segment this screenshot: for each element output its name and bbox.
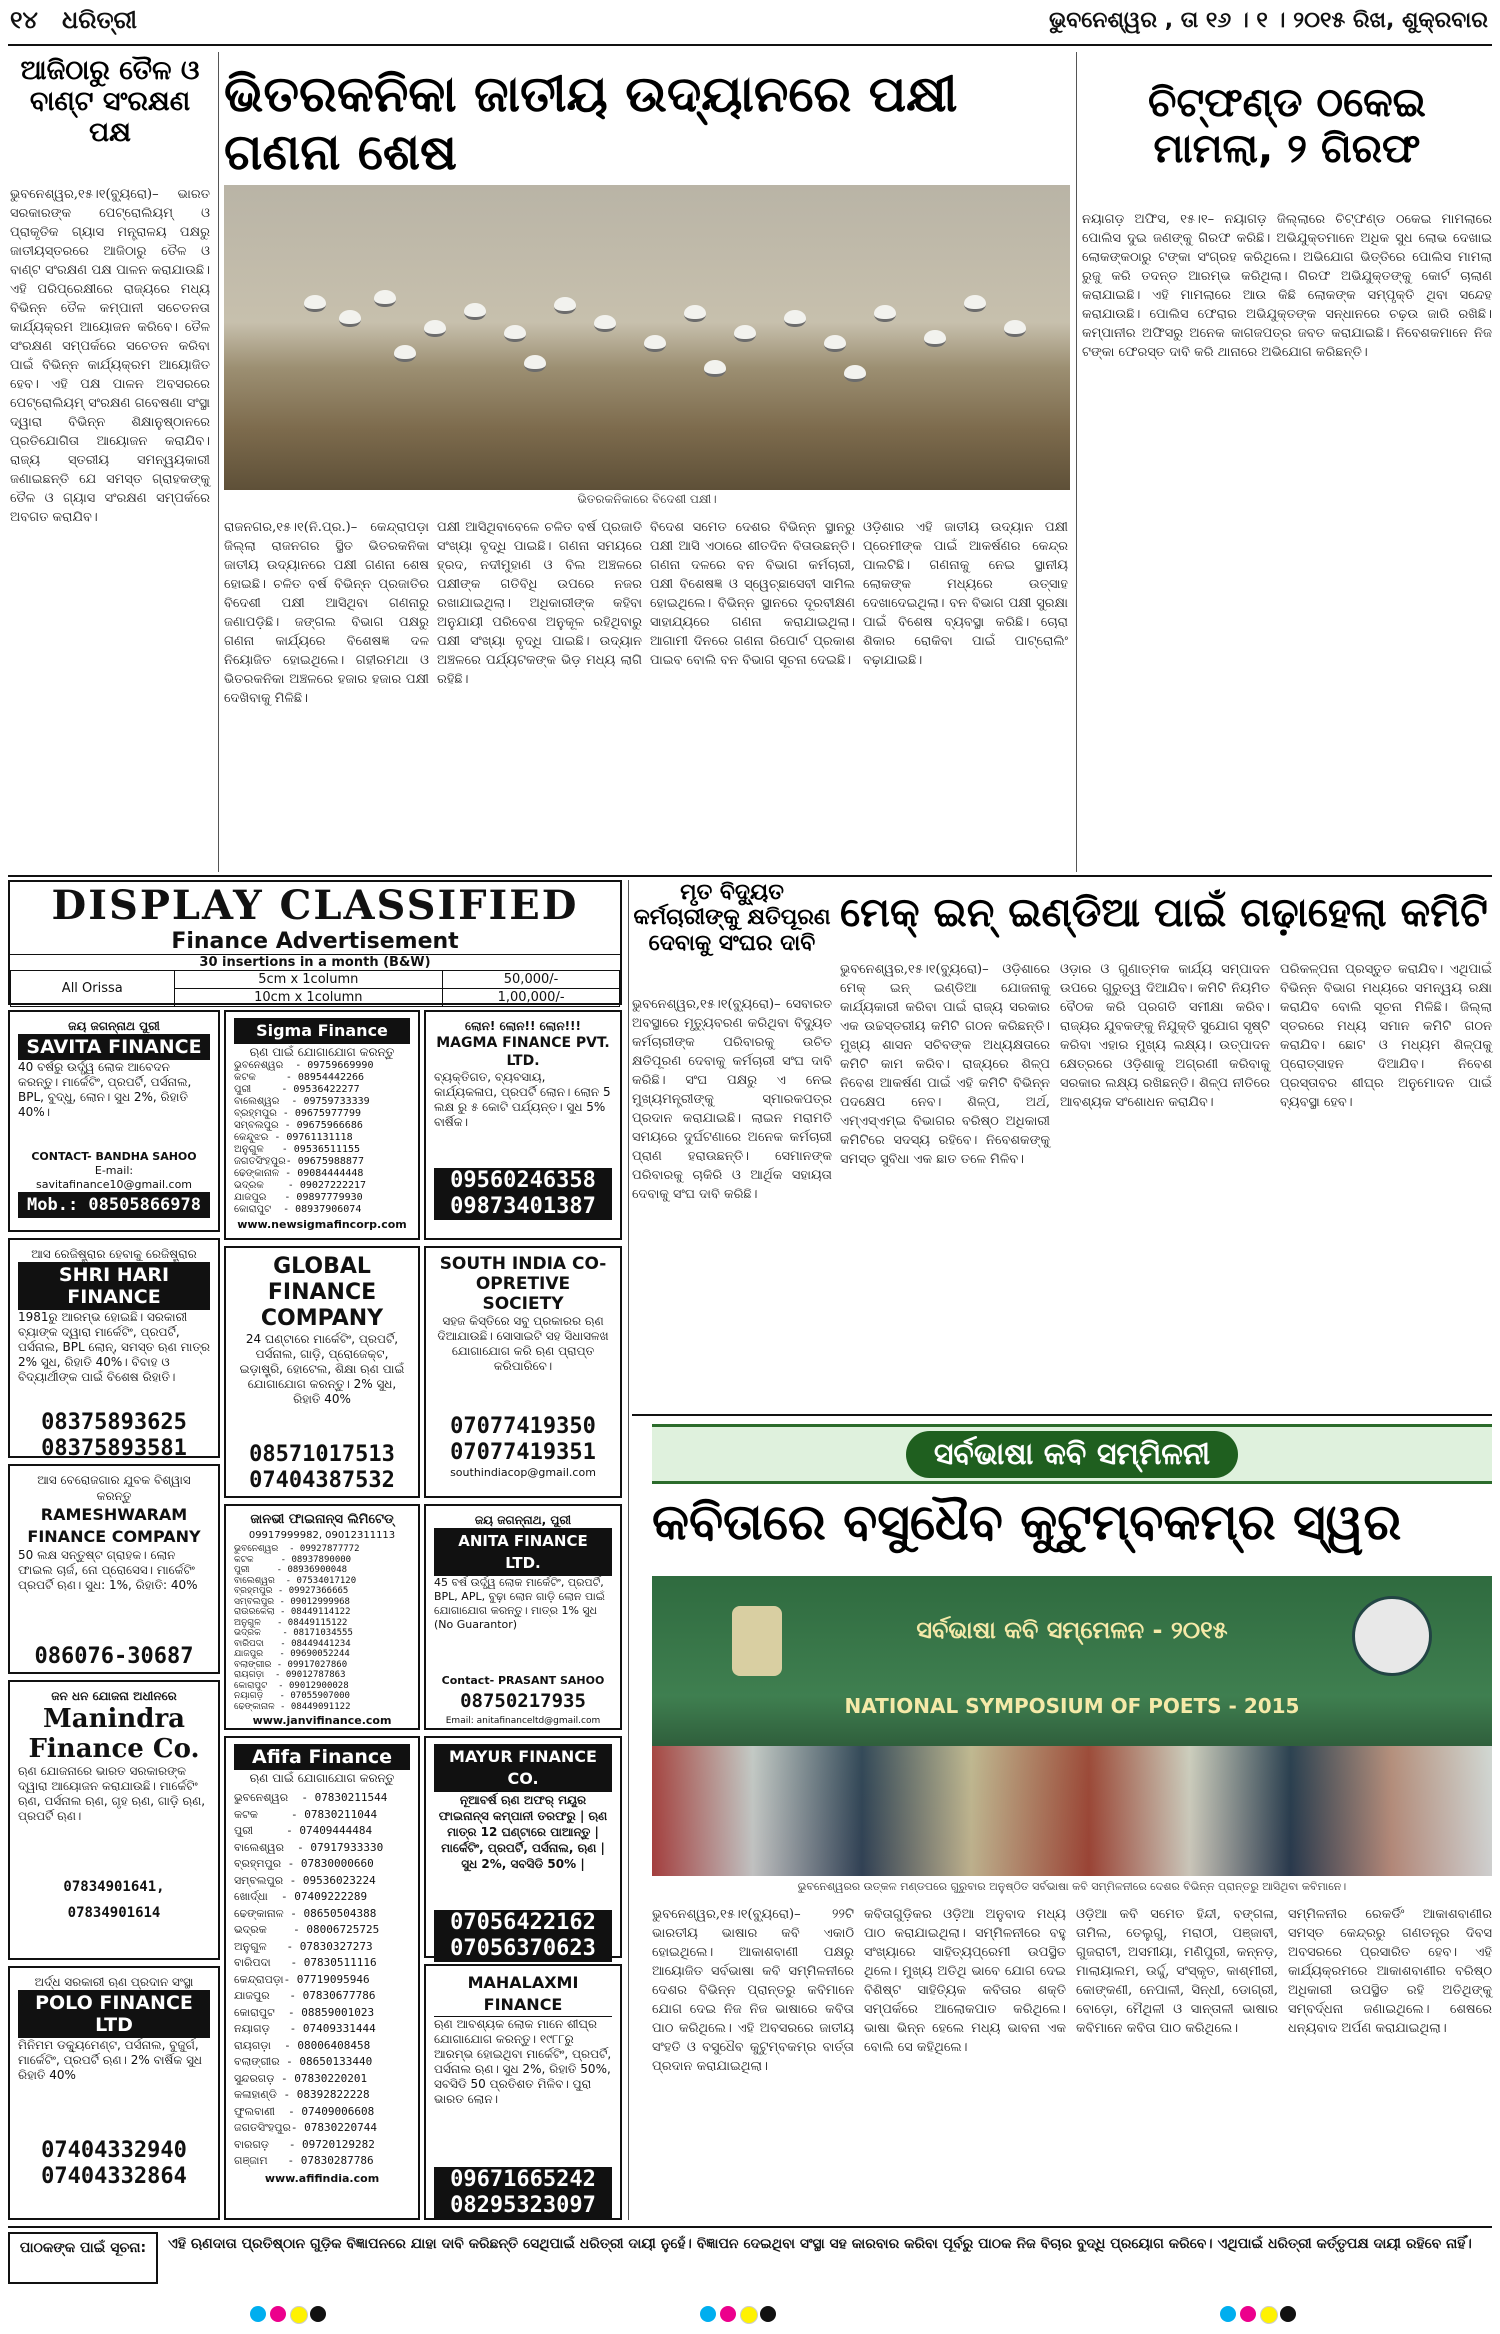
col-rule	[218, 52, 219, 872]
ad-savita-finance	[8, 1010, 220, 1232]
make-in-india-col2: ଓଡ଼ାର ଓ ଗୁଣାତ୍ମକ କାର୍ଯ୍ୟ ସମ୍ପାଦନ ଉପରେ ଗୁରୁତ୍ୱ ଦିଆଯିବ। କମିଟି ନିୟମିତ ବୈଠକ କରି ପ୍ରଗତି ସମୀକ୍ଷା କରିବ। ରାଜ୍ୟର ଯୁବକଙ୍କୁ ନିଯୁକ୍ତି ସୁଯୋଗ ସୃଷ୍ଟି କରିବା ଏହାର ମୁଖ୍ୟ ଲକ୍ଷ୍ୟ। ଉତ୍ପାଦନ କ୍ଷେତ୍ରରେ ଓଡ଼ିଶାକୁ ଅଗ୍ରଣୀ କରିବାକୁ ସରକାର ଲକ୍ଷ୍ୟ ରଖିଛନ୍ତି। ଶିଳ୍ପ ନୀତିରେ ଆବଶ୍ୟକ ସଂଶୋଧନ କରାଯିବ।	[1060, 962, 1275, 1110]
ad-phone: 08750217935	[460, 1690, 586, 1712]
list-item: ଅନୁଗୁଳ - 09536511155	[234, 1144, 361, 1155]
ad-title: SHRI HARI FINANCE	[18, 1262, 210, 1310]
chitfund-body: ନୟାଗଡ଼ ଅଫିସ, ୧୫।୧– ନୟାଗଡ଼ ଜିଲ୍ଲାରେ ଚିଟ୍‌ଫଣ୍ଡ ଠକେଇ ମାମଲାରେ ପୋଲିସ ଦୁଇ ଜଣଙ୍କୁ ଗିରଫ କରିଛି। ଅଭିଯୁକ୍ତମାନେ ଅଧିକ ସୁଧ ଲୋଭ ଦେଖାଇ ଲୋକଙ୍କଠାରୁ ଟଙ୍କା ସଂଗ୍ରହ କରିଥିଲେ। ଅଭିଯୋଗ ଭିତ୍ତିରେ ପୋଲିସ ମାମଲା ରୁଜୁ କରି ତଦନ୍ତ ଆରମ୍ଭ କରିଥିଲା। ଗିରଫ ଅଭିଯୁକ୍ତଙ୍କୁ କୋର୍ଟ ଚାଲାଣ କରାଯାଇଛି। ଏହି ମାମଲାରେ ଆଉ କିଛି ଲୋକଙ୍କ ସମ୍ପୃକ୍ତି ଥିବା ସନ୍ଦେହ କରାଯାଉଛି। ପୋଲିସ ଫେରାର ଅଭିଯୁକ୍ତଙ୍କ ସନ୍ଧାନରେ ଚଢ଼ଉ ଜାରି ରଖିଛି। କମ୍ପାନୀର ଅଫିସରୁ ଅନେକ କାଗଜପତ୍ର ଜବତ କରାଯାଇଛି। ନିବେଶକମାନେ ନିଜ ଟଙ୍କା ଫେରସ୍ତ ଦାବି କରି ଥାନାରେ ଅଭିଯୋଗ କରିଛନ୍ତି।	[1082, 212, 1497, 360]
list-item: ଜଗତସିଂହପୁର- 09675988877	[234, 1156, 364, 1167]
list-item: ବ୍ରହ୍ମପୁର - 07830000660	[234, 1857, 374, 1870]
ad-phone: 09671665242	[434, 2167, 612, 2193]
ad-tagline: ଋଣ ପାଇଁ ଯୋଗାଯୋଗ କରନ୍ତୁ	[249, 1045, 395, 1059]
list-item: ପୁରୀ - 08936900048	[234, 1565, 348, 1575]
list-item: ଢେଙ୍କାନାଳ - 09084444448	[234, 1168, 364, 1179]
mid-article-body: ଭୁବନେଶ୍ୱର,୧୫।୧(ବ୍ୟୁରୋ)– ସେବାରତ ଅବସ୍ଥାରେ ମୃତ୍ୟୁବରଣ କରିଥିବା ବିଦ୍ୟୁତ କର୍ମଚାରୀଙ୍କ ପରିବାରକୁ ଉଚିତ କ୍ଷତିପୂରଣ ଦେବାକୁ କର୍ମଚାରୀ ସଂଘ ଦାବି କରିଛି। ସଂଘ ପକ୍ଷରୁ ଏ ନେଇ ମୁଖ୍ୟମନ୍ତ୍ରୀଙ୍କୁ ସ୍ମାରକପତ୍ର ପ୍ରଦାନ କରାଯାଇଛି। ଲାଇନ ମରାମତି ସମୟରେ ଦୁର୍ଘଟଣାରେ ଅନେକ କର୍ମଚାରୀ ପ୍ରାଣ ହରାଉଛନ୍ତି। ସେମାନଙ୍କ ପରିବାରକୁ ଚାକିରି ଓ ଆର୍ଥିକ ସହାୟତା ଦେବାକୁ ସଂଘ ଦାବି କରିଛି।	[632, 997, 837, 1202]
ad-body: ଋଣ ଯୋଜନାରେ ଭାରତ ସରକାରଙ୍କ ଦ୍ୱାରା ଆୟୋଜନ କରାଯାଉଛି। ମାର୍କେଟିଂ ଋଣ, ପର୍ସନାଲ ଋଣ, ଗୃହ ଋଣ, ଗାଡ଼ି ଋଣ, ପ୍ରପର୍ଟି ଋଣ।	[18, 1764, 206, 1823]
ad-contact: Contact- PRASANT SAHOO	[441, 1674, 605, 1687]
ad-tagline: ଆସ ରେଜିଷ୍ଟ୍ରାର ହେବାକୁ ରେଜିଷ୍ଟ୍ରାର	[31, 1247, 197, 1261]
poets-banner-label: ସର୍ବଭାଷା କବି ସମ୍ମିଳନୀ	[906, 1431, 1238, 1478]
ad-anita-finance	[424, 1504, 622, 1730]
reg-mark-magenta	[270, 2306, 286, 2322]
birds-photo	[224, 185, 1070, 490]
audience-row	[652, 1746, 1492, 1876]
ad-body: ମିନିମମ ଡକ୍ୟୁମେଣ୍ଟ, ପର୍ସନାଲ, ବୁଜୁର୍ଗ, ମାର୍କେଟିଂ, ପ୍ରପର୍ଟି ଋଣ। 2% ବାର୍ଷିକ ସୁଧ ରିହାତି 40%	[18, 2038, 203, 2082]
ad-title: POLO FINANCE LTD	[18, 1990, 210, 2038]
reg-mark-yellow	[1260, 2306, 1278, 2324]
ad-tagline: ଅର୍ଦ୍ଧ ସରକାରୀ ଋଣ ପ୍ରଦାନ ସଂସ୍ଥା	[34, 1975, 194, 1989]
poets-col2: କବିତାଗୁଡ଼ିକର ଓଡ଼ିଆ ଅନୁବାଦ ମଧ୍ୟ ପାଠ କରାଯାଇଥିଲା। ସମ୍ମିଳନୀରେ ବହୁ ସଂଖ୍ୟାରେ ସାହିତ୍ୟପ୍ରେମୀ ଉପସ୍ଥିତ ଥିଲେ। ମୁଖ୍ୟ ଅତିଥି ଭାବେ ଯୋଗ ଦେଇ ବିଶିଷ୍ଟ ସାହିତ୍ୟିକ କବିତାର ଶକ୍ତି ସମ୍ପର୍କରେ ଆଲୋକପାତ କରିଥିଲେ। ଭାଷା ଭିନ୍ନ ହେଲେ ମଧ୍ୟ ଭାବନା ଏକ ବୋଲି ସେ କହିଥିଲେ।	[864, 1907, 1071, 2055]
footer-rule	[8, 2226, 1492, 2228]
ad-email: southindiacop@gmail.com	[450, 1466, 596, 1479]
list-item: ବଲାଙ୍ଗୀର - 09917027860	[234, 1659, 348, 1670]
list-item: ବାଲେଶ୍ୱର - 09759733339	[234, 1096, 370, 1107]
list-item: ଭୁବନେଶ୍ୱର - 07830211544	[234, 1791, 388, 1804]
lead-article-col3: ବିଦେଶ ସମେତ ଦେଶର ବିଭିନ୍ନ ସ୍ଥାନରୁ ପକ୍ଷୀ ଆସି ଏଠାରେ ଶୀତଦିନ ବିତାଉଛନ୍ତି। ଗଣନା ଦଳରେ ବନ ବିଭାଗ କର୍ମଚାରୀ, ପକ୍ଷୀ ବିଶେଷଜ୍ଞ ଓ ସ୍ୱେଚ୍ଛାସେବୀ ସାମିଲ ହୋଇଥିଲେ। ବିଭିନ୍ନ ସ୍ଥାନରେ ଦୂରବୀକ୍ଷଣ ସାହାଯ୍ୟରେ ଗଣନା କରାଯାଇଥିଲା। ଆଗାମୀ ଦିନରେ ଗଣନା ରିପୋର୍ଟ ପ୍ରକାଶ ପାଇବ ବୋଲି ବନ ବିଭାଗ ସୂଚନା ଦେଇଛି।	[650, 520, 860, 668]
ad-tagline: ଆସ ବେରୋଜଗାର ଯୁବକ ବିଶ୍ୱାସ କରନ୍ତୁ	[37, 1473, 191, 1503]
lead-article-col1: ରାଜନଗର,୧୫।୧(ନି.ପ୍ର.)– କେନ୍ଦ୍ରାପଡ଼ା ଜିଲ୍ଲା ରାଜନଗର ସ୍ଥିତ ଭିତରକନିକା ଜାତୀୟ ଉଦ୍ୟାନରେ ପକ୍ଷୀ ଗଣନା ଶେଷ ହୋଇଛି। ଚଳିତ ବର୍ଷ ବିଭିନ୍ନ ପ୍ରଜାତିର ବିଦେଶୀ ପକ୍ଷୀ ଆସିଥିବା ଗଣନାରୁ ଜଣାପଡ଼ିଛି। ଜଙ୍ଗଲ ବିଭାଗ ପକ୍ଷରୁ ଗଣନା କାର୍ଯ୍ୟରେ ବିଶେଷଜ୍ଞ ଦଳ ନିୟୋଜିତ ହୋଇଥିଲେ। ଗହୀରମଥା ଓ ଭିତରକନିକା ଅଞ୍ଚଳରେ ହଜାର ହଜାର ପକ୍ଷୀ ଦେଖିବାକୁ ମିଳିଛି।	[224, 520, 434, 706]
list-item: କୋରାପୁଟ - 08859001023	[234, 2005, 375, 2019]
ad-website: www.newsigmafincorp.com	[237, 1218, 407, 1231]
classified-rate-table	[10, 970, 620, 1007]
ad-phone: 08375893581	[41, 1436, 187, 1461]
classified-region: All Orissa	[11, 971, 175, 1007]
list-item: ବାରିପଦା - 08449441234	[234, 1638, 351, 1649]
ad-janvi-finance	[224, 1504, 420, 1730]
list-item: ପୁରୀ - 09536422277	[234, 1084, 360, 1095]
list-item: ବାରଗଡ଼ - 09720129282	[234, 2137, 375, 2151]
list-item: ଭଦ୍ରକ - 08006725725	[234, 1923, 380, 1936]
left-article-body: ଭୁବନେଶ୍ୱର,୧୫।୧(ବ୍ୟୁରୋ)– ଭାରତ ସରକାରଙ୍କ ପେଟ୍ରୋଲିୟମ୍ ଓ ପ୍ରାକୃତିକ ଗ୍ୟାସ ମନ୍ତ୍ରାଳୟ ପକ୍ଷରୁ ଜାତୀୟସ୍ତରରେ ଆଜିଠାରୁ ତୈଳ ଓ ବାଣ୍ଟ ସଂରକ୍ଷଣ ପକ୍ଷ ପାଳନ କରାଯାଉଛି। ଏହି ପରିପ୍ରେକ୍ଷୀରେ ରାଜ୍ୟରେ ମଧ୍ୟ ବିଭିନ୍ନ ତୈଳ କମ୍ପାନୀ ସଚେତନତା କାର୍ଯ୍ୟକ୍ରମ ଆୟୋଜନ କରିବେ। ତୈଳ ସଂରକ୍ଷଣ ସମ୍ପର୍କରେ ସଚେତନ କରିବା ପାଇଁ ବିଭିନ୍ନ କାର୍ଯ୍ୟକ୍ରମ ଆୟୋଜିତ ହେବ। ଏହି ପକ୍ଷ ପାଳନ ଅବସରରେ ପେଟ୍ରୋଲିୟମ୍ ସଂରକ୍ଷଣ ଗବେଷଣା ସଂସ୍ଥା ଦ୍ୱାରା ବିଭିନ୍ନ ଶିକ୍ଷାନୁଷ୍ଠାନରେ ପ୍ରତିଯୋଗିତା ଆୟୋଜନ କରାଯିବ। ରାଜ୍ୟ ସ୍ତରୀୟ ସମନ୍ୱୟକାରୀ ଜଣାଇଛନ୍ତି ଯେ ସମସ୍ତ ଗ୍ରାହକଙ୍କୁ ତୈଳ ଓ ଗ୍ୟାସ ସଂରକ୍ଷଣ ସମ୍ପର୍କରେ ଅବଗତ କରାଯିବ।	[10, 187, 215, 525]
lead-article-headline: ଭିତରକନିକା ଜାତୀୟ ଉଦ୍ୟାନରେ ପକ୍ଷୀ ଗଣନା ଶେଷ	[224, 65, 958, 181]
footer-notice-label: ପାଠକଙ୍କ ପାଇଁ ସୂଚନା:	[8, 2232, 158, 2284]
masthead	[0, 0, 1500, 44]
paper-name: ଧରିତ୍ରୀ	[62, 6, 137, 34]
poets-col4: ସମ୍ମିଳନୀର ରେକର୍ଡିଂ ଆକାଶବାଣୀର ସମସ୍ତ କେନ୍ଦ୍ରରୁ ଗଣତନ୍ତ୍ର ଦିବସ ଅବସରରେ ପ୍ରସାରିତ ହେବ। ଏହି କାର୍ଯ୍ୟକ୍ରମରେ ଆକାଶବାଣୀର ବରିଷ୍ଠ ଅଧିକାରୀ ଉପସ୍ଥିତ ରହି ଅତିଥିଙ୍କୁ ସମ୍ବର୍ଦ୍ଧନା ଜଣାଇଥିଲେ। ଶେଷରେ ଧନ୍ୟବାଦ ଅର୍ପଣ କରାଯାଇଥିଲା।	[1288, 1907, 1497, 2036]
list-item: ଢେଙ୍କାନାଳ - 08449091122	[234, 1701, 351, 1712]
ad-phone: 07077419351	[450, 1440, 596, 1465]
ad-magma-finance	[424, 1010, 622, 1240]
make-in-india-col3: ପରିକଳ୍ପନା ପ୍ରସ୍ତୁତ କରାଯିବ। ଏଥିପାଇଁ ବିଭିନ୍ନ ବିଭାଗ ମଧ୍ୟରେ ସମନ୍ୱୟ ରକ୍ଷା କରାଯିବ ବୋଲି ସୂଚନା ମିଳିଛି। ଜିଲ୍ଲା ସ୍ତରରେ ମଧ୍ୟ ସମାନ କମିଟି ଗଠନ କରାଯିବ। ଛୋଟ ଓ ମଧ୍ୟମ ଶିଳ୍ପକୁ ପ୍ରୋତ୍ସାହନ ଦିଆଯିବ। ନିବେଶ ପ୍ରସ୍ତାବର ଶୀଘ୍ର ଅନୁମୋଦନ ପାଇଁ ବ୍ୟବସ୍ଥା ହେବ।	[1280, 962, 1497, 1110]
poets-photo	[652, 1576, 1492, 1876]
ad-mayur-finance	[424, 1736, 622, 1961]
list-item: କଟକ - 07830211044	[234, 1807, 378, 1821]
list-item: ଢେଙ୍କାନାଳ - 08650504388	[234, 1906, 377, 1920]
ad-phone: Mob.: 08505866978	[18, 1192, 210, 1218]
list-item: ରାଉରକେଲା - 08449114122	[234, 1607, 351, 1617]
ad-manindra-finance	[8, 1680, 220, 1960]
footer-notice-text: ଏହି ଋଣଦାତା ପ୍ରତିଷ୍ଠାନ ଗୁଡ଼ିକ ବିଜ୍ଞାପନରେ ଯାହା ଦାବି କରିଛନ୍ତି ସେଥିପାଇଁ ଧରିତ୍ରୀ ଦାୟୀ ନୁହେଁ। ବିଜ୍ଞାପନ ଦେଇଥିବା ସଂସ୍ଥା ସହ କାରବାର କରିବା ପୂର୍ବରୁ ପାଠକ ନିଜ ବିଚାର ବୁଦ୍ଧି ପ୍ରୟୋଗ କରିବେ। ଏଥିପାଇଁ ଧରିତ୍ରୀ କର୍ତ୍ତୃପକ୍ଷ ଦାୟୀ ରହିବେ ନାହିଁ।	[168, 2236, 1472, 2252]
ad-body: 24 ଘଣ୍ଟାରେ ମାର୍କେଟିଂ, ପ୍ରପର୍ଟି, ପର୍ସନାଲ, ଗାଡ଼ି, ପ୍ରୋଜେକ୍ଟ, ଇଡ଼ାଷ୍ଟ୍ରି, ହୋଟେଲ, ଶିକ୍ଷା ଋଣ ପାଇଁ ଯୋଗାଯୋଗ କରନ୍ତୁ। 2% ସୁଧ, ରିହାତି 40%	[239, 1332, 405, 1406]
birds-photo-caption: ଭିତରକନିକାରେ ବିଦେଶୀ ପକ୍ଷୀ।	[577, 492, 717, 506]
poets-photo-caption: ଭୁବନେଶ୍ୱରର ଉତ୍କଳ ମଣ୍ଡପରେ ଗୁରୁବାର ଅନୁଷ୍ଠିତ ସର୍ବଭାଷା କବି ସମ୍ମିଳନୀରେ ଦେଶର ବିଭିନ୍ନ ପ୍ରାନ୍ତରୁ ଆସିଥିବା କବିମାନେ।	[797, 1880, 1347, 1893]
ad-body: ବ୍ୟକ୍ତିଗତ, ବ୍ୟବସାୟ, କାର୍ଯ୍ୟକଳାପ, ପ୍ରପର୍ଟି ଲୋନ। ଲୋନ 5 ଲକ୍ଷ ରୁ ୫ କୋଟି ପର୍ଯ୍ୟନ୍ତ। ସୁଧ 5% ବାର୍ଷିକ।	[434, 1070, 611, 1129]
list-item: କେନ୍ଦ୍ରାପଡ଼ା- 07719095946	[234, 1972, 370, 1986]
ad-body: ନୂଆବର୍ଷ ଋଣ ଅଫର୍ ମୟୂର ଫାଇନାନ୍ସ କମ୍ପାନୀ ତରଫରୁ | ଋଣ ମାତ୍ର 12 ଘଣ୍ଟାରେ ପାଆନ୍ତୁ | ମାର୍କେଟିଂ, ପ୍ରପର୍ଟି, ପର୍ସନାଲ, ଋଣ | ସୁଧ 2%, ସବସିଡି 50% |	[438, 1793, 608, 1871]
list-item: ଯାଜପୁର - 09690052244	[234, 1649, 350, 1659]
classified-header	[8, 880, 622, 1005]
ad-south-india-society	[424, 1246, 622, 1498]
ad-shri-hari-finance	[8, 1238, 220, 1461]
photo-banner-line1: ସର୍ବଭାଷା କବି ସମ୍ମେଳନ - ୨୦୧୫	[916, 1616, 1228, 1644]
list-item: ବାଲେଶ୍ୱର - 07534017120	[234, 1575, 357, 1586]
list-item: ସମ୍ବଲପୁର - 09012999968	[234, 1596, 350, 1607]
reg-mark-black	[760, 2306, 776, 2322]
reg-mark-cyan	[700, 2306, 716, 2322]
reg-mark-magenta	[1240, 2306, 1256, 2322]
list-item: ଯାଜପୁର - 09897779930	[234, 1192, 363, 1203]
list-item: ରାୟଗଡ଼ା - 08006408458	[234, 2038, 371, 2052]
reg-mark-black	[1280, 2306, 1296, 2322]
list-item: ଯାଜପୁର - 07830677786	[234, 1989, 376, 2002]
table-row	[11, 971, 620, 989]
ad-title: MAGMA FINANCE PVT. LTD.	[436, 1035, 610, 1069]
list-item: ସୁନ୍ଦରଗଡ଼ - 07830220201	[234, 2071, 368, 2085]
dateline: ଭୁବନେଶ୍ୱର , ତା ୧୬ । ୧ । ୨୦୧୫ ରିଖ, ଶୁକ୍ରବାର	[1048, 8, 1488, 33]
ad-body: 1981ରୁ ଆରମ୍ଭ ହୋଇଛି। ସରକାରୀ ବ୍ୟାଙ୍କ ଦ୍ୱାରା ମାର୍କେଟିଂ, ପ୍ରପର୍ଟି, ପର୍ସନାଲ, BPL ଲୋନ୍, ସମସ୍ତ ଋଣ ମାତ୍ର 2% ସୁଧ, ରିହାତି 40%। ବିବାହ ଓ ବିଦ୍ୟାର୍ଥୀଙ୍କ ପାଇଁ ବିଶେଷ ରିହାତି।	[18, 1310, 210, 1384]
list-item: ବାଲେଶ୍ୱର - 07917933330	[234, 1840, 384, 1854]
ad-title: ANITA FINANCE LTD.	[434, 1528, 612, 1576]
ad-title: ଜାନଭୀ ଫାଇନାନ୍ସ ଲିମିଟେଡ୍	[250, 1512, 394, 1527]
reg-mark-cyan	[250, 2306, 266, 2322]
ad-phone: 086076-30687	[34, 1644, 194, 1669]
ad-tagline: 09917999982, 09012311113	[248, 1530, 396, 1541]
list-item: ବାରିପଦା - 07830511116	[234, 1956, 377, 1969]
list-item: ଭଦ୍ରକ - 09027222217	[234, 1180, 367, 1191]
emblem-icon	[732, 1606, 782, 1676]
ad-phone: 09560246358	[434, 1168, 612, 1194]
section-rule	[8, 875, 1492, 877]
ad-title: Afifa Finance	[234, 1744, 410, 1770]
ad-phone: 08295323097	[434, 2193, 612, 2219]
masthead-rule	[8, 44, 1492, 46]
list-item: ନୟାଗଡ଼ - 07055907000	[234, 1691, 350, 1701]
list-item: ଭୁବନେଶ୍ୱର - 09759669990	[234, 1060, 374, 1071]
ad-phone: 07404387532	[249, 1468, 395, 1493]
ad-phone: 07056422162	[434, 1910, 612, 1936]
reg-mark-yellow	[290, 2306, 308, 2324]
ad-tagline: ଲୋନ! ଲୋନ!! ଲୋନ!!!	[465, 1019, 581, 1033]
left-article-headline: ଆଜିଠାରୁ ତୈଳ ଓ ବାଣ୍ଟ ସଂରକ୍ଷଣ ପକ୍ଷ	[20, 55, 200, 149]
ad-website: www.janvifinance.com	[252, 1714, 392, 1727]
ad-branch-list	[234, 1544, 410, 1712]
poets-col1: ଭୁବନେଶ୍ୱର,୧୫।୧(ବ୍ୟୁରୋ)– ୨୨ଟି ଭାରତୀୟ ଭାଷାର କବି ଏକାଠି ହୋଇଥିଲେ। ଆକାଶବାଣୀ ପକ୍ଷରୁ ଆୟୋଜିତ ସର୍ବଭାଷା କବି ସମ୍ମିଳନୀରେ ଦେଶର ବିଭିନ୍ନ ପ୍ରାନ୍ତରୁ କବିମାନେ ଯୋଗ ଦେଇ ନିଜ ନିଜ ଭାଷାରେ କବିତା ପାଠ କରିଥିଲେ। ଏହି ଅବସରରେ ଜାତୀୟ ସଂହତି ଓ ବସୁଧୈବ କୁଟୁମ୍ବକମ୍‌ର ବାର୍ତ୍ତା ପ୍ରଦାନ କରାଯାଇଥିଲା।	[652, 1907, 859, 2074]
page-number: ୧୪	[10, 6, 38, 34]
list-item: ଖୋର୍ଦ୍ଧା - 07409222289	[234, 1890, 368, 1903]
ad-email: Email: anitafinanceltd@gmail.com	[445, 1716, 601, 1726]
list-item: କୋରାପୁଟ - 08937906074	[234, 1204, 362, 1215]
ad-phone: 07077419350	[450, 1414, 596, 1439]
ad-phone: 07404332940	[41, 2138, 187, 2163]
list-item: କଟକ - 08937890000	[234, 1554, 352, 1565]
ad-title: MAHALAXMI FINANCE	[434, 1972, 612, 2017]
footer-notice	[8, 2232, 1492, 2284]
list-item: କୋରାପୁଟ - 09012900028	[234, 1680, 349, 1691]
photo-banner-line2: NATIONAL SYMPOSIUM OF POETS - 2015	[844, 1694, 1300, 1718]
rate-price: 1,00,000/-	[443, 989, 620, 1007]
ad-tagline: ଜୟ ଜଗନ୍ନାଥ, ପୁରୀ	[474, 1513, 572, 1527]
lead-article-col2: ପକ୍ଷୀ ଆସିଥିବାବେଳେ ଚଳିତ ବର୍ଷ ପ୍ରଜାତି ସଂଖ୍ୟା ବୃଦ୍ଧି ପାଇଛି। ଗଣନା ସମୟରେ ହ୍ରଦ, ନଦୀମୁହାଣ ଓ ବିଲ ଅଞ୍ଚଳରେ ପକ୍ଷୀଙ୍କ ଗତିବିଧି ଉପରେ ନଜର ରଖାଯାଇଥିଲା। ଅଧିକାରୀଙ୍କ କହିବା ଅନୁଯାୟୀ ପରିବେଶ ଅନୁକୂଳ ରହିଥିବାରୁ ପକ୍ଷୀ ସଂଖ୍ୟା ବୃଦ୍ଧି ପାଇଛି। ଉଦ୍ୟାନ ଅଞ୍ଚଳରେ ପର୍ଯ୍ୟଟକଙ୍କ ଭିଡ଼ ମଧ୍ୟ ଲାଗି ରହିଛି।	[437, 520, 647, 687]
air-logo-icon	[1352, 1596, 1432, 1676]
list-item: କେନ୍ଦୁଝର - 09761131118	[234, 1132, 353, 1143]
ad-website: www.afifindia.com	[264, 2171, 380, 2185]
ad-mahalaxmi-finance	[424, 1964, 622, 2220]
ad-body: 40 ବର୍ଷରୁ ଉର୍ଦ୍ଧ୍ୱ ଲୋକ ଆବେଦନ କରନ୍ତୁ। ମାର୍କେଟିଂ, ପ୍ରପର୍ଟି, ପର୍ସନାଲ, BPL, ବୁଦ୍ଧୁ, ଲୋନ। ସୁଧ 2%, ରିହାତି 40%।	[18, 1060, 192, 1119]
ad-email: E-mail: savitafinance10@gmail.com	[35, 1164, 193, 1191]
reg-mark-cyan	[1220, 2306, 1236, 2322]
list-item: ବ୍ରହ୍ମପୁର - 09927366665	[234, 1586, 349, 1596]
ad-branch-list	[234, 1790, 410, 2170]
ad-title: RAMESHWARAM FINANCE COMPANY	[27, 1505, 201, 1546]
list-item: ସମ୍ବଲପୁର - 09675966686	[234, 1120, 363, 1131]
classified-title: DISPLAY CLASSIFIED	[51, 882, 579, 929]
classified-insertions: 30 insertions in a month (B&W)	[10, 954, 620, 970]
chitfund-headline: ଚିଟ୍‌ଫଣ୍ଡ ଠକେଇ ମାମଲା, ୨ ଗିରଫ	[1148, 80, 1426, 172]
rate-size: 5cm x 1column	[174, 971, 443, 989]
list-item: ବଲାଙ୍ଗୀର - 08650133440	[234, 2055, 373, 2068]
rate-size: 10cm x 1column	[174, 989, 443, 1007]
ad-phone: 09873401387	[434, 1194, 612, 1220]
list-item: ସମ୍ବଲପୁର - 09536023224	[234, 1873, 376, 1887]
list-item: କଳାହାଣ୍ଡି - 08392822228	[234, 2088, 370, 2101]
ad-phone: 07056370623	[434, 1936, 612, 1962]
poets-banner	[652, 1424, 1492, 1484]
col-rule	[1076, 52, 1077, 872]
ad-rameshwaram-finance	[8, 1464, 220, 1674]
ad-tagline: ଋଣ ପାଇଁ ଯୋଗାଯୋଗ କରନ୍ତୁ	[249, 1771, 395, 1785]
ad-body: 50 ଲକ୍ଷ ସନ୍ତୁଷ୍ଟ ଗ୍ରାହକ। ଲୋନ ଫାଇଲ ଚାର୍ଜ, ନୋ ପ୍ରୋସେସ। ମାର୍କେଟିଂ ପ୍ରପର୍ଟି ଋଣ। ସୁଧ: 1%, ରିହାତି: 40%	[18, 1548, 198, 1592]
list-item: ବ୍ରହ୍ମପୁର - 09675977799	[234, 1108, 362, 1119]
ad-phone: 08571017513	[249, 1442, 395, 1467]
ad-body: ଋଣ ଆବଶ୍ୟକ ଲୋକ ମାନେ ଶୀଘ୍ର ଯୋଗାଯୋଗ କରନ୍ତୁ। ୧୯୮୮ରୁ ଆରମ୍ଭ ହୋଇଥିବା ମାର୍କେଟିଂ, ପ୍ରପର୍ଟି, ପର୍ସନାଲ ଋଣ। ସୁଧ 2%, ରିହାତି 50%, ସବସିଡି 50 ପ୍ରତିଶତ ମିଳିବ। ପୁରା ଭାରତ ଲୋନ।	[434, 2017, 612, 2106]
ad-afifa-finance	[224, 1736, 420, 2220]
reg-mark-black	[310, 2306, 326, 2322]
make-in-india-headline: ମେକ୍ ଇନ୍ ଇଣ୍ଡିଆ ପାଇଁ ଗଢ଼ାହେଲା କମିଟି	[840, 890, 1488, 936]
make-in-india-col1: ଭୁବନେଶ୍ୱର,୧୫।୧(ବ୍ୟୁରୋ)– ଓଡ଼ିଶାରେ ମେକ୍ ଇନ୍ ଇଣ୍ଡିଆ ଯୋଜନାକୁ କାର୍ଯ୍ୟକାରୀ କରିବା ପାଇଁ ରାଜ୍ୟ ସରକାର ଏକ ଉଚ୍ଚସ୍ତରୀୟ କମିଟି ଗଠନ କରିଛନ୍ତି। ମୁଖ୍ୟ ଶାସନ ସଚିବଙ୍କ ଅଧ୍ୟକ୍ଷତାରେ କମିଟି କାମ କରିବ। ରାଜ୍ୟରେ ଶିଳ୍ପ ନିବେଶ ଆକର୍ଷଣ ପାଇଁ ଏହି କମିଟି ବିଭିନ୍ନ ପଦକ୍ଷେପ ନେବ। ଶିଳ୍ପ, ଅର୍ଥ, ଏମ୍‌ଏସ୍‌ଏମ୍‌ଇ ବିଭାଗର ବରିଷ୍ଠ ଅଧିକାରୀ କମିଟିରେ ସଦସ୍ୟ ରହିବେ। ନିବେଶକଙ୍କୁ ସମସ୍ତ ସୁବିଧା ଏକ ଛାତ ତଳେ ମିଳିବ।	[840, 962, 1055, 1167]
ad-title: SOUTH INDIA CO-OPRETIVE SOCIETY	[439, 1254, 607, 1314]
section-rule	[632, 1414, 1492, 1416]
list-item: ଅନୁଗୁଳ - 08449115122	[234, 1617, 348, 1628]
ad-contact: CONTACT- BANDHA SAHOO	[31, 1150, 197, 1163]
ad-body: 45 ବର୍ଷ ଉର୍ଦ୍ଧ୍ୱ ଲୋକ ମାର୍କେଟିଂ, ପ୍ରପର୍ଟି, BPL, APL, ବୁଢ଼ା ଲୋନ ଗାଡ଼ି ଲୋନ ପାଇଁ ଯୋଗାଯୋଗ କରନ୍ତୁ। ମାତ୍ର 1% ସୁଧ (No Guarantor)	[434, 1576, 605, 1631]
ad-tagline: ଜନ ଧନ ଯୋଜନା ଅଧୀନରେ	[51, 1689, 177, 1703]
ad-phone: 07404332864	[41, 2164, 187, 2189]
mid-article-headline: ମୃତ ବିଦ୍ୟୁତ କର୍ମଚାରୀଙ୍କୁ କ୍ଷତିପୂରଣ ଦେବାକୁ ସଂଘର ଦାବି	[633, 880, 831, 956]
ad-title: GLOBAL FINANCE COMPANY	[260, 1254, 384, 1331]
rate-price: 50,000/-	[443, 971, 620, 989]
reg-mark-magenta	[720, 2306, 736, 2322]
list-item: ରାୟଗଡ଼ା - 09012787863	[234, 1670, 346, 1680]
ad-tagline: ଜୟ ଜଗନ୍ନାଥ ପୁରୀ	[68, 1019, 160, 1033]
lead-article-col4: ଓଡ଼ିଶାର ଏହି ଜାତୀୟ ଉଦ୍ୟାନ ପକ୍ଷୀ ପ୍ରେମୀଙ୍କ ପାଇଁ ଆକର୍ଷଣର କେନ୍ଦ୍ର ପାଲଟିଛି। ଗଣନାକୁ ନେଇ ସ୍ଥାନୀୟ ଲୋକଙ୍କ ମଧ୍ୟରେ ଉତ୍ସାହ ଦେଖାଦେଇଥିଲା। ବନ ବିଭାଗ ପକ୍ଷୀ ସୁରକ୍ଷା ପାଇଁ ବିଶେଷ ବ୍ୟବସ୍ଥା କରିଛି। ଚୋରା ଶିକାର ରୋକିବା ପାଇଁ ପାଟ୍ରୋଲିଂ ବଢ଼ାଯାଇଛି।	[863, 520, 1073, 668]
col-rule	[628, 880, 629, 2220]
ad-title: MAYUR FINANCE CO.	[434, 1744, 612, 1792]
ad-branch-list	[234, 1060, 410, 1216]
ad-polo-finance	[8, 1966, 220, 2220]
list-item: ଜଗତସିଂହପୁର- 07830220744	[234, 2121, 377, 2134]
ad-title: Manindra Finance Co.	[28, 1704, 200, 1764]
list-item: ଅନୁଗୁଳ - 07830327273	[234, 1939, 373, 1953]
reg-mark-yellow	[740, 2306, 758, 2324]
ad-body: ସହଜ କିସ୍ତିରେ ସବୁ ପ୍ରକାରର ଋଣ ଦିଆଯାଉଛି। ସୋସାଇଟି ସହ ସିଧାସଳଖ ଯୋଗାଯୋଗ କରି ଋଣ ପ୍ରାପ୍ତ କରିପାରିବେ।	[437, 1314, 609, 1373]
ad-title: Sigma Finance	[234, 1018, 410, 1044]
list-item: ନୟାଗଡ଼ - 07409331444	[234, 2022, 376, 2035]
list-item: କଟକ - 08954442266	[234, 1072, 365, 1083]
ad-global-finance	[224, 1246, 420, 1498]
classified-subtitle: Finance Advertisement	[171, 929, 459, 954]
list-item: ଫୁଲବାଣୀ - 07409006608	[234, 2104, 375, 2118]
list-item: ଭୁବନେଶ୍ୱର - 09927877772	[234, 1544, 360, 1554]
poets-col3: ଓଡ଼ିଆ କବି ସମେତ ହିନ୍ଦୀ, ବଙ୍ଗଳା, ତାମିଲ, ତେଲୁଗୁ, ମରାଠୀ, ପଞ୍ଜାବୀ, ଗୁଜରାଟୀ, ଅସମୀୟା, ମଣିପୁରୀ, କନ୍ନଡ଼, ମାଲାୟାଲମ, ଉର୍ଦ୍ଦୁ, ସଂସ୍କୃତ, କାଶ୍ମୀରୀ, କୋଙ୍କଣୀ, ନେପାଳୀ, ସିନ୍ଧୀ, ଡୋଗ୍ରୀ, ବୋଡ଼ୋ, ମୈଥିଳୀ ଓ ସାନ୍ତାଳୀ ଭାଷାର କବିମାନେ କବିତା ପାଠ କରିଥିଲେ।	[1076, 1907, 1283, 2036]
poets-headline: କବିତାରେ ବସୁଧୈବ କୁଟୁମ୍ବକମ୍‌ର ସ୍ୱର	[652, 1493, 1402, 1551]
list-item: ଗଞ୍ଜାମ - 07830287786	[234, 2154, 374, 2167]
list-item: ଭଦ୍ରକ - 08171034555	[234, 1628, 353, 1638]
ad-sigma-finance	[224, 1010, 420, 1240]
registration-marks	[0, 2300, 1500, 2330]
ad-title: SAVITA FINANCE	[18, 1034, 210, 1060]
ad-phone: 07834901641, 07834901614	[63, 1879, 165, 1921]
list-item: ପୁରୀ - 07409444484	[234, 1824, 373, 1837]
ad-phone: 08375893625	[41, 1410, 187, 1435]
